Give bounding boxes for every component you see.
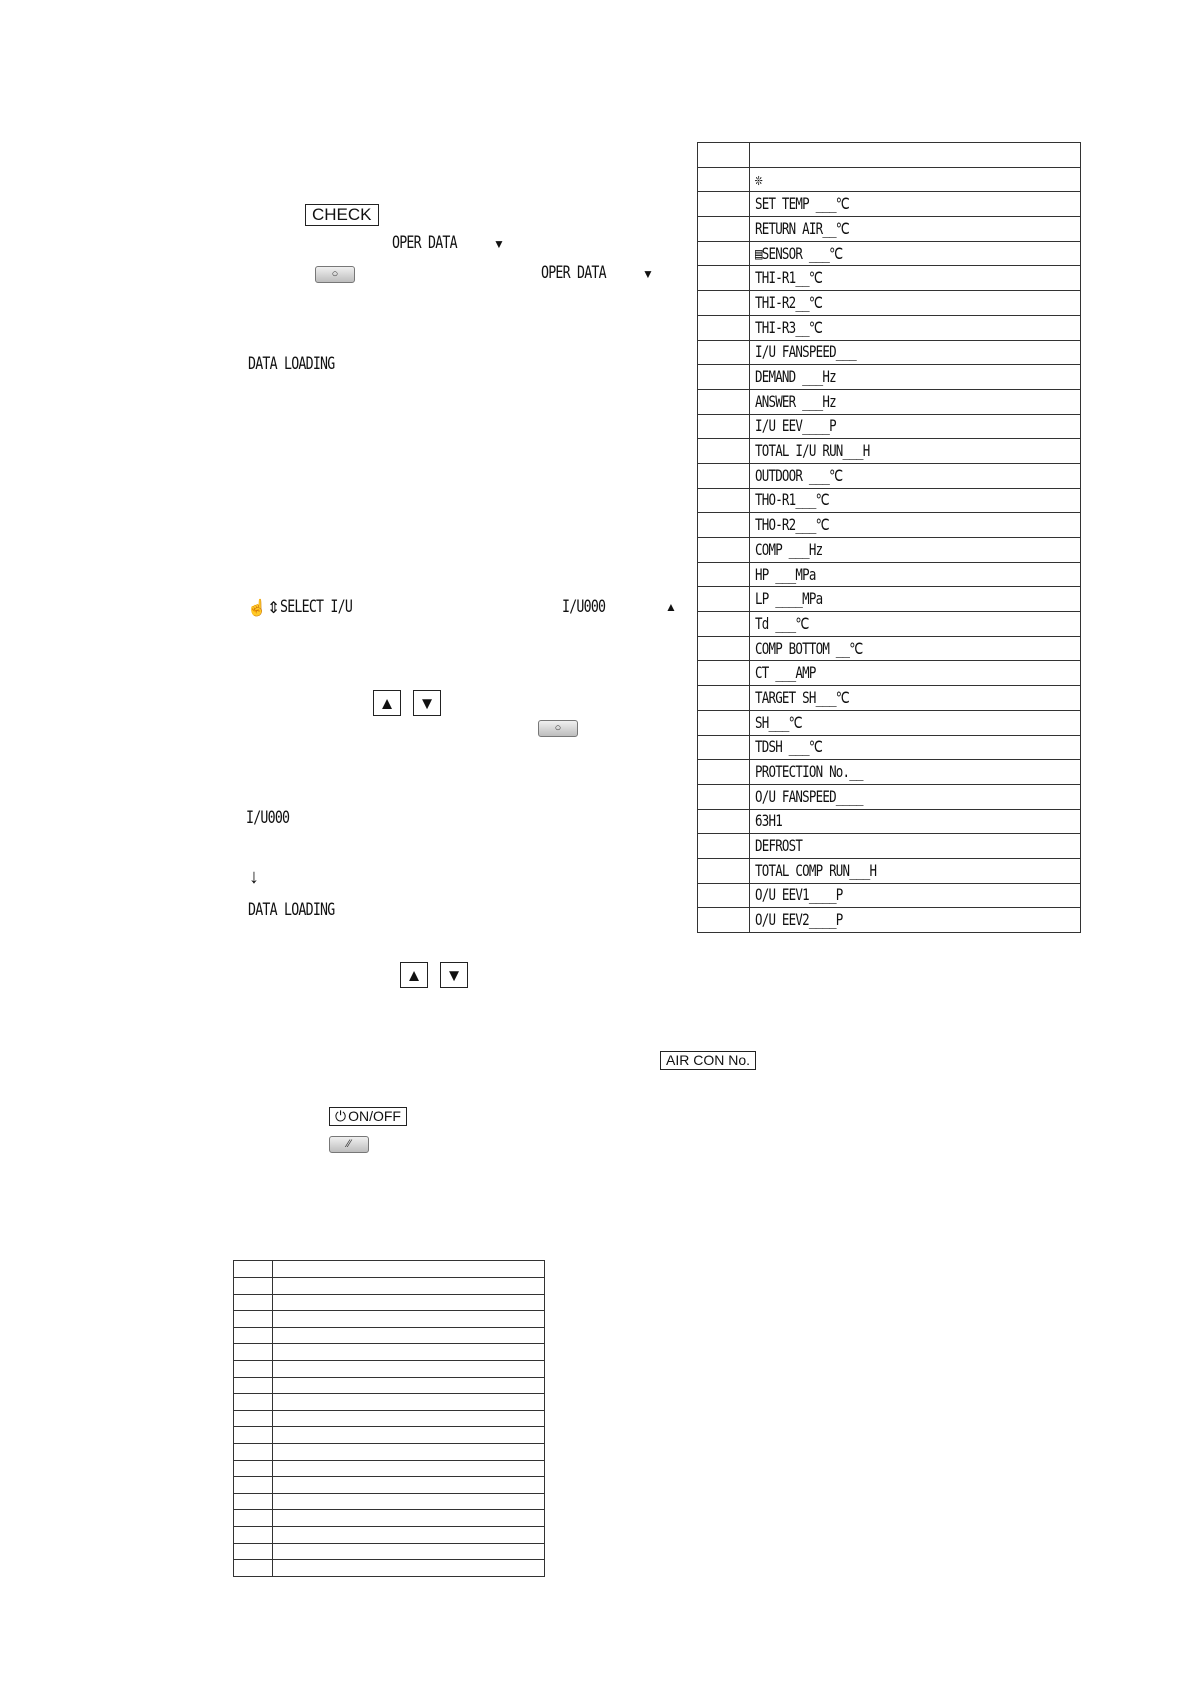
item-label: THI-R1__℃: [755, 268, 823, 288]
check-button-label: CHECK: [305, 204, 379, 226]
table-cell-item: [750, 167, 1081, 192]
table-cell-item: [750, 784, 1081, 809]
table-cell-no: [698, 538, 750, 563]
table-row: [234, 1377, 545, 1394]
table-cell-item: [750, 414, 1081, 439]
table-cell-no: [698, 340, 750, 365]
item-label: TARGET SH___℃: [755, 687, 850, 707]
item-label: COMP ___Hz: [755, 539, 823, 559]
table-cell-no: [698, 883, 750, 908]
up-triangle-icon: ▲: [665, 600, 677, 614]
table-row: [698, 538, 1081, 563]
down-button-icon: ▼: [440, 962, 468, 988]
table-cell-no: [698, 735, 750, 760]
iu000-display-1: I/U000: [562, 597, 606, 617]
table-row: [234, 1394, 545, 1411]
item-label: DEFROST: [755, 836, 803, 856]
item-label: COMP BOTTOM __℃: [755, 638, 863, 658]
table-cell-no: [234, 1294, 273, 1311]
table-cell-no: [234, 1493, 273, 1510]
slash-button-icon: ⁄⁄: [329, 1136, 369, 1153]
item-label: ❊: [755, 169, 762, 189]
item-label: O/U FANSPEED____: [755, 786, 863, 806]
table-cell-no: [698, 858, 750, 883]
table-cell-item: [273, 1377, 545, 1394]
item-label: O/U EEV2____P: [755, 910, 843, 930]
down-button-icon: ▼: [413, 690, 441, 716]
table-cell-no: [698, 636, 750, 661]
table-cell-no: [234, 1360, 273, 1377]
table-row: [698, 809, 1081, 834]
table-cell-item: [750, 315, 1081, 340]
item-label: TOTAL COMP RUN___H: [755, 860, 877, 880]
table-cell-item: [273, 1327, 545, 1344]
table-cell-item: [273, 1278, 545, 1295]
table-cell-item: [750, 908, 1081, 933]
table-cell-item: [273, 1394, 545, 1411]
table-cell-item: [750, 636, 1081, 661]
table-row: [698, 192, 1081, 217]
table-cell-item: [273, 1560, 545, 1577]
arrow-down-icon: ↓: [249, 866, 259, 888]
table-cell-no: [234, 1377, 273, 1394]
table-cell-item: [273, 1261, 545, 1278]
table-cell-item: [273, 1410, 545, 1427]
table-row: [234, 1460, 545, 1477]
table-cell-item: [273, 1443, 545, 1460]
table-row: [234, 1510, 545, 1527]
table-cell-no: [698, 439, 750, 464]
table-cell-item: [273, 1510, 545, 1527]
table-cell-no: [234, 1394, 273, 1411]
table-row: [698, 217, 1081, 242]
blank-table: [233, 1260, 545, 1577]
table-cell-item: [273, 1493, 545, 1510]
table-row: [698, 760, 1081, 785]
table-cell-no: [698, 488, 750, 513]
table-row: [698, 908, 1081, 933]
table-cell-no: [698, 463, 750, 488]
table-cell-item: [750, 143, 1081, 168]
table-cell-no: [234, 1327, 273, 1344]
item-label: Td ___℃: [755, 613, 809, 633]
item-label: ANSWER ___Hz: [755, 391, 836, 411]
table-row: [698, 463, 1081, 488]
table-row: [698, 365, 1081, 390]
table-cell-no: [698, 760, 750, 785]
table-row: [698, 143, 1081, 168]
item-label: LP ____MPa: [755, 589, 823, 609]
table-row: [698, 587, 1081, 612]
table-cell-no: [698, 315, 750, 340]
table-cell-item: [750, 538, 1081, 563]
table-cell-item: [750, 217, 1081, 242]
oper-data-display-2: OPER DATA: [541, 263, 606, 283]
table-cell-item: [273, 1526, 545, 1543]
item-label: I/U FANSPEED___: [755, 342, 857, 362]
table-cell-item: [273, 1344, 545, 1361]
table-row: [698, 389, 1081, 414]
table-cell-item: [750, 562, 1081, 587]
table-row: [698, 883, 1081, 908]
item-label: I/U EEV____P: [755, 416, 836, 436]
table-cell-no: [234, 1410, 273, 1427]
data-loading-display-1: DATA LOADING: [248, 354, 335, 374]
table-cell-no: [698, 217, 750, 242]
hand-updown-icon: ☝⇕: [247, 600, 281, 617]
table-row: [698, 315, 1081, 340]
operation-data-table: [697, 142, 1081, 933]
item-label: THO-R2___℃: [755, 515, 829, 535]
table-cell-no: [234, 1460, 273, 1477]
item-label: CT ___AMP: [755, 663, 816, 683]
item-label: SH___℃: [755, 712, 802, 732]
table-cell-no: [698, 908, 750, 933]
table-cell-no: [698, 414, 750, 439]
circle-button-icon: ○: [315, 266, 355, 283]
table-row: [234, 1543, 545, 1560]
table-row: [698, 513, 1081, 538]
down-triangle-icon: ▼: [493, 237, 505, 251]
table-cell-no: [234, 1526, 273, 1543]
table-cell-item: [750, 266, 1081, 291]
table-cell-item: [273, 1543, 545, 1560]
table-row: [698, 661, 1081, 686]
table-cell-no: [698, 143, 750, 168]
table-cell-item: [750, 686, 1081, 711]
table-row: [698, 488, 1081, 513]
up-button-icon: ▲: [373, 690, 401, 716]
table-row: [698, 858, 1081, 883]
item-label: DEMAND ___Hz: [755, 367, 836, 387]
table-row: [698, 735, 1081, 760]
table-cell-item: [750, 858, 1081, 883]
table-cell-no: [698, 192, 750, 217]
table-cell-item: [750, 488, 1081, 513]
table-cell-no: [698, 389, 750, 414]
up-button-icon: ▲: [400, 962, 428, 988]
table-cell-item: [750, 291, 1081, 316]
table-cell-item: [273, 1460, 545, 1477]
table-cell-item: [750, 192, 1081, 217]
table-row: [698, 612, 1081, 637]
item-label: HP ___MPa: [755, 564, 816, 584]
table-cell-item: [750, 389, 1081, 414]
table-row: [698, 266, 1081, 291]
power-icon: ⏻: [335, 1108, 347, 1124]
table-row: [234, 1477, 545, 1494]
table-cell-no: [698, 710, 750, 735]
table-cell-no: [698, 241, 750, 266]
table-cell-item: [750, 463, 1081, 488]
table-row: [234, 1360, 545, 1377]
item-label: RETURN AIR__℃: [755, 218, 850, 238]
table-row: [698, 834, 1081, 859]
table-row: [234, 1294, 545, 1311]
table-cell-item: [750, 809, 1081, 834]
on-off-button-label: [329, 1107, 407, 1126]
item-label: SET TEMP ___℃: [755, 194, 850, 214]
air-con-no-button-label: AIR CON No.: [660, 1051, 756, 1070]
table-cell-no: [698, 513, 750, 538]
table-row: [698, 291, 1081, 316]
table-cell-item: [750, 834, 1081, 859]
down-triangle-icon: ▼: [642, 267, 654, 281]
item-label: 63H1: [755, 811, 782, 831]
table-cell-no: [234, 1344, 273, 1361]
table-row: [234, 1443, 545, 1460]
table-cell-no: [234, 1427, 273, 1444]
table-row: [234, 1410, 545, 1427]
table-row: [234, 1311, 545, 1328]
table-cell-no: [234, 1278, 273, 1295]
table-row: [698, 636, 1081, 661]
table-cell-no: [698, 809, 750, 834]
table-cell-no: [698, 365, 750, 390]
item-label: THO-R1___℃: [755, 490, 829, 510]
table-cell-item: [750, 365, 1081, 390]
table-cell-no: [234, 1311, 273, 1328]
table-cell-item: [750, 735, 1081, 760]
table-cell-item: [750, 760, 1081, 785]
table-row: [234, 1427, 545, 1444]
table-cell-item: [273, 1311, 545, 1328]
table-cell-no: [698, 612, 750, 637]
table-row: [234, 1526, 545, 1543]
item-label: O/U EEV1____P: [755, 885, 843, 905]
data-loading-display-2: DATA LOADING: [248, 900, 335, 920]
item-label: ▤SENSOR ___℃: [755, 243, 843, 263]
table-cell-no: [698, 167, 750, 192]
table-row: [698, 340, 1081, 365]
table-row: [234, 1560, 545, 1577]
item-label: PROTECTION No.__: [755, 762, 863, 782]
table-row: [234, 1327, 545, 1344]
table-row: [698, 784, 1081, 809]
item-label: TDSH ___℃: [755, 737, 823, 757]
table-cell-item: [273, 1360, 545, 1377]
table-row: [234, 1493, 545, 1510]
table-cell-no: [234, 1543, 273, 1560]
item-label: THI-R3__℃: [755, 317, 823, 337]
table-cell-no: [234, 1261, 273, 1278]
table-row: [698, 562, 1081, 587]
table-cell-item: [750, 241, 1081, 266]
table-cell-item: [273, 1294, 545, 1311]
table-cell-item: [750, 513, 1081, 538]
table-cell-no: [234, 1510, 273, 1527]
select-iu-display: SELECT I/U: [280, 597, 353, 617]
table-row: [698, 167, 1081, 192]
table-row: [698, 686, 1081, 711]
table-row: [698, 241, 1081, 266]
circle-button-icon: ○: [538, 720, 578, 737]
table-cell-item: [750, 883, 1081, 908]
item-label: THI-R2__℃: [755, 292, 823, 312]
table-cell-item: [750, 439, 1081, 464]
table-row: [234, 1344, 545, 1361]
table-cell-no: [698, 686, 750, 711]
item-label: TOTAL I/U RUN___H: [755, 441, 870, 461]
table-cell-no: [698, 562, 750, 587]
oper-data-display-1: OPER DATA: [392, 233, 457, 253]
table-cell-item: [750, 710, 1081, 735]
item-label: OUTDOOR ___℃: [755, 465, 843, 485]
table-cell-item: [750, 587, 1081, 612]
table-cell-item: [273, 1477, 545, 1494]
table-cell-no: [698, 784, 750, 809]
on-off-label: ON/OFF: [348, 1108, 401, 1124]
table-cell-no: [698, 266, 750, 291]
table-row: [698, 414, 1081, 439]
table-cell-no: [234, 1477, 273, 1494]
table-cell-no: [698, 291, 750, 316]
table-cell-no: [698, 661, 750, 686]
table-cell-item: [750, 612, 1081, 637]
table-cell-item: [750, 661, 1081, 686]
table-cell-no: [698, 587, 750, 612]
table-cell-no: [698, 834, 750, 859]
iu000-display-2: I/U000: [246, 808, 290, 828]
table-row: [698, 439, 1081, 464]
table-cell-item: [750, 340, 1081, 365]
table-cell-item: [273, 1427, 545, 1444]
table-row: [234, 1261, 545, 1278]
table-row: [698, 710, 1081, 735]
table-cell-no: [234, 1560, 273, 1577]
table-cell-no: [234, 1443, 273, 1460]
table-row: [234, 1278, 545, 1295]
